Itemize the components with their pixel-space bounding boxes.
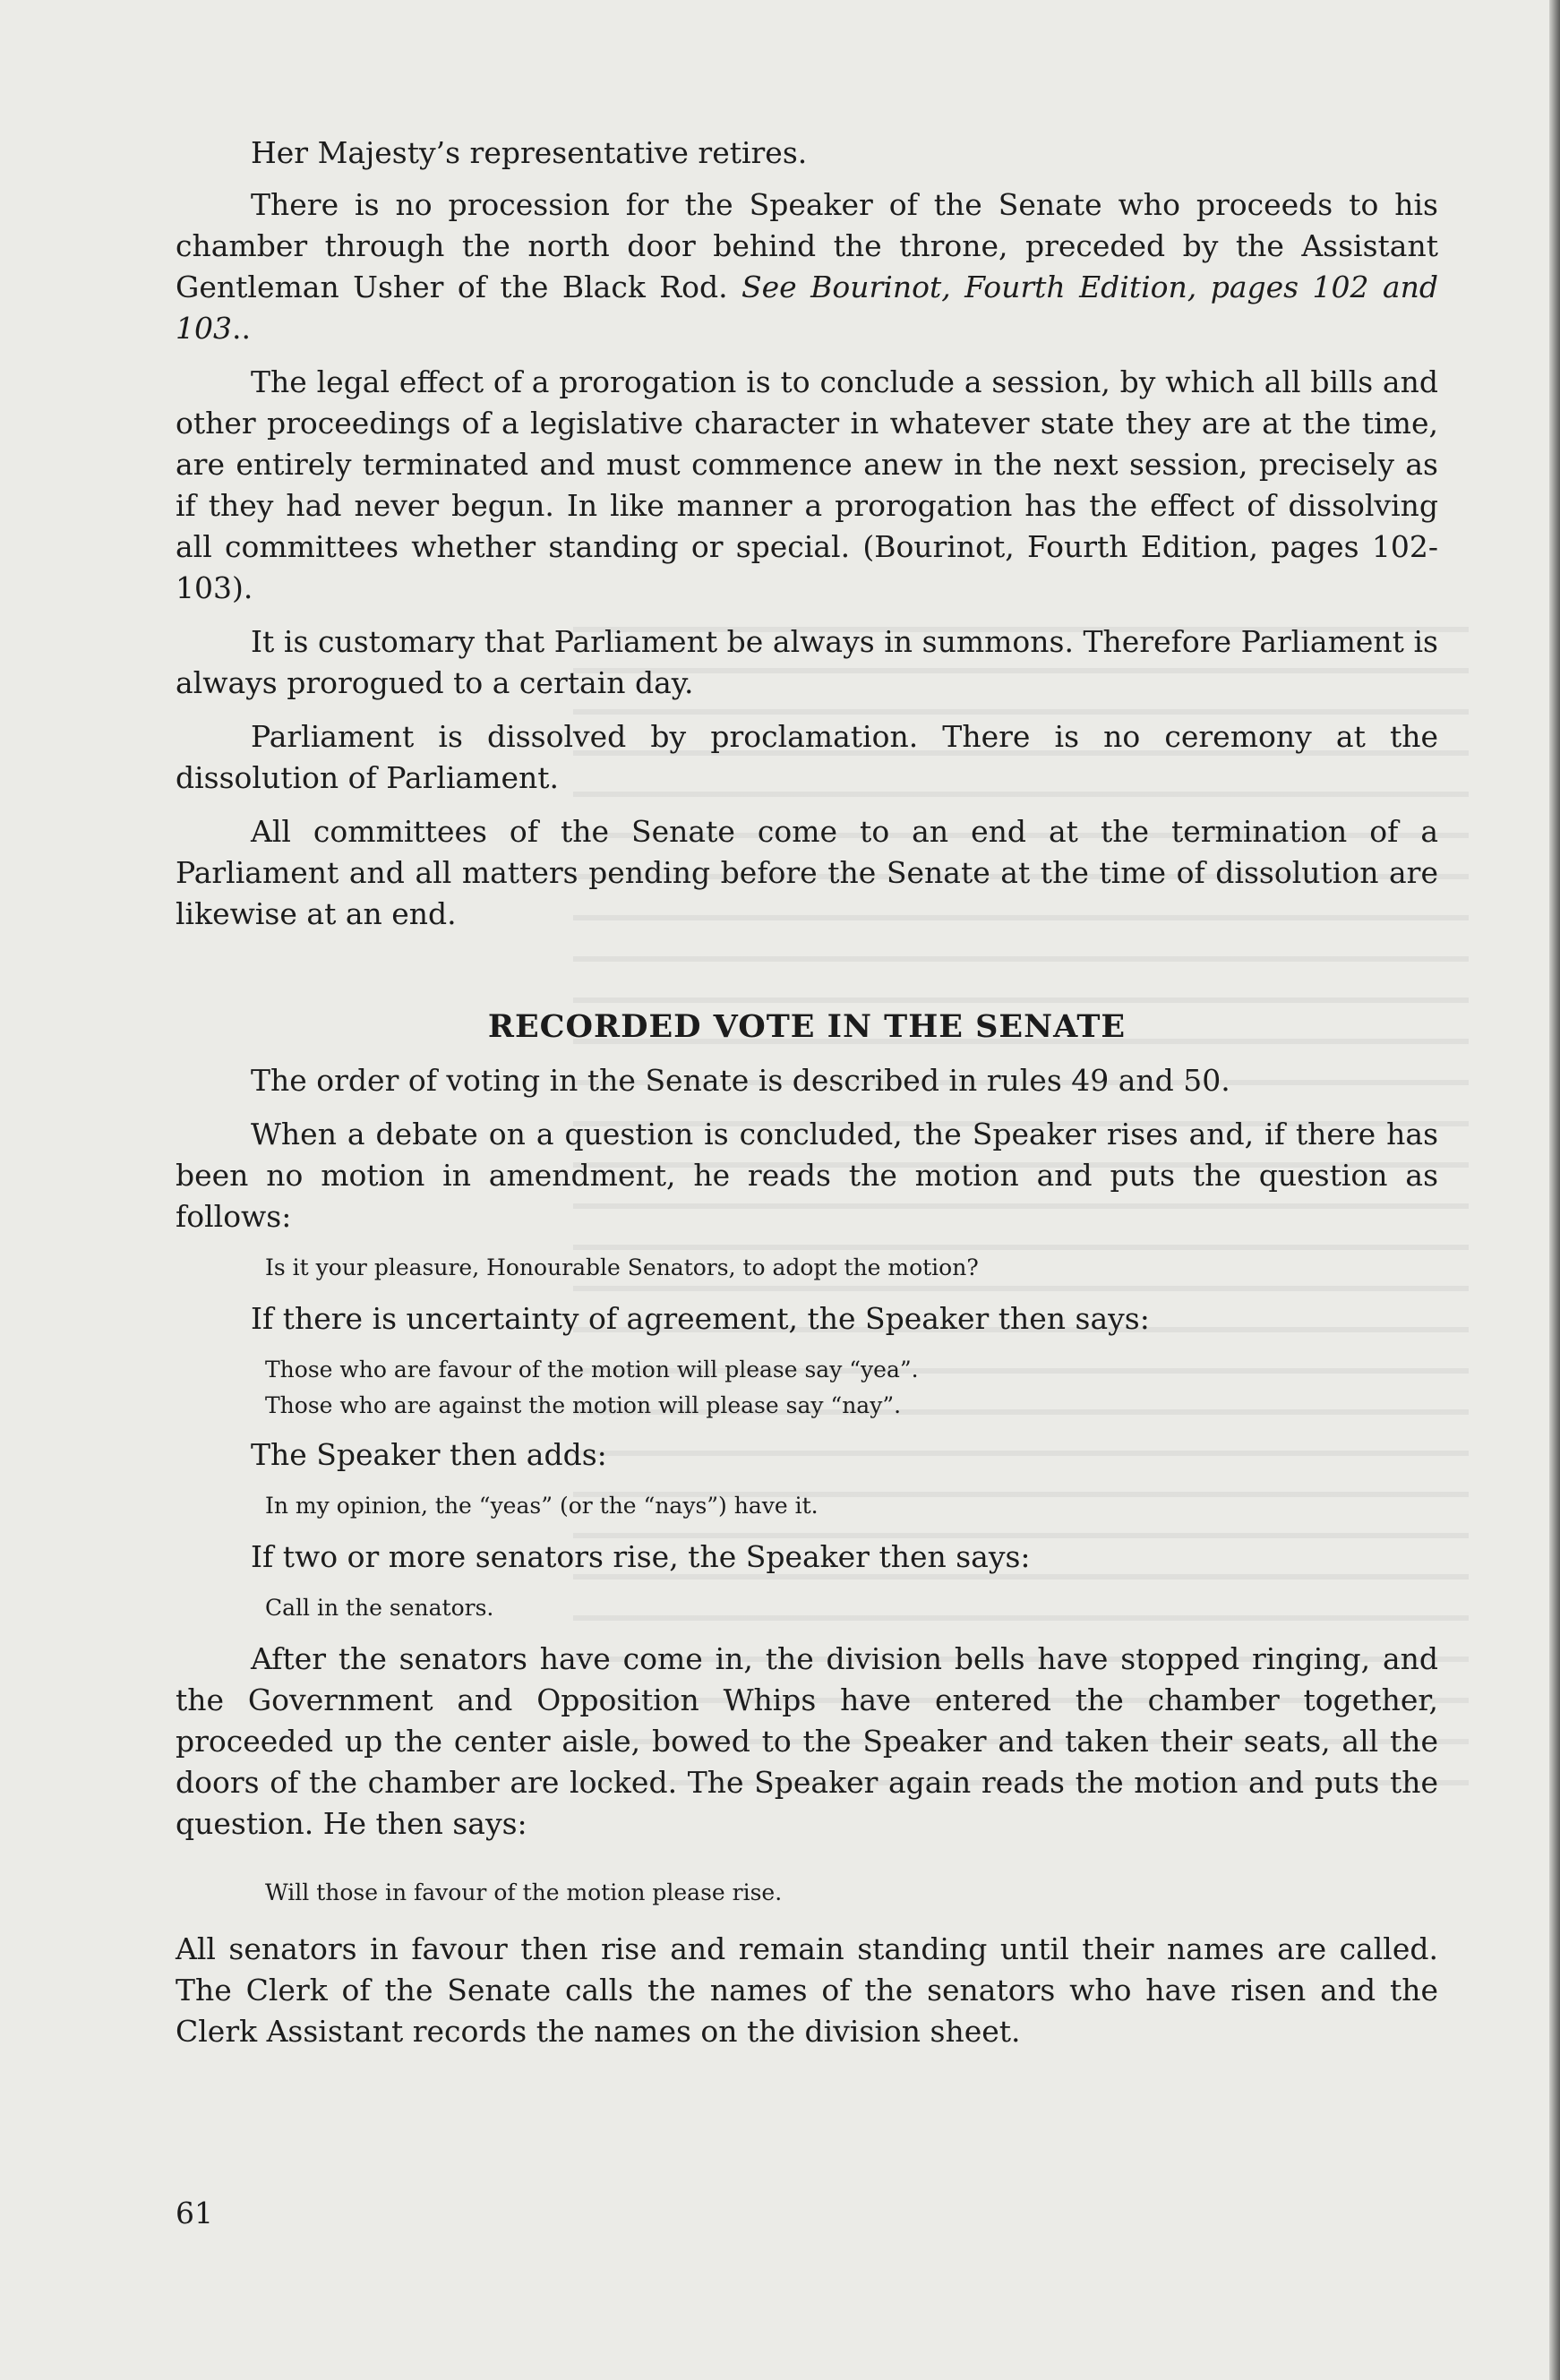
section-heading: RECORDED VOTE IN THE SENATE	[487, 1008, 1127, 1045]
paragraph-no-procession-text: There is no procession for the Speaker of the Senate who proceeds to his chamber through the north door behind the throne, preceded by the Assistant Gentleman Usher of the Black Rod.	[176, 187, 1438, 304]
bourinot-reference: See Bourinot, Fourth Edition, pages 102 and 103	[176, 270, 1438, 346]
quote-call-senators: Call in the senators.	[265, 1595, 494, 1621]
paragraph-division-bells: After the senators have come in, the division bells have stopped ringing, and the Government and Opposition Whips have entered the chamber together, proceeded up the center aisle, bowed to the Speaker and taken their seats, all the doors of the chamber are locked. The Speaker again reads the motion and puts the question. He then says:	[176, 1641, 1438, 1841]
quote-yea: Those who are favour of the motion will please say “yea”.	[265, 1357, 919, 1383]
page-edge-shadow	[1549, 0, 1560, 2380]
quote-nay: Those who are against the motion will please say “nay”.	[265, 1392, 902, 1418]
paragraph-committees: All committees of the Senate come to an end at the termination of a Parliament and all matters pending before the Senate at the time of dissolution are likewise at an end.	[176, 814, 1438, 931]
paragraph-order-of-voting: The order of voting in the Senate is described in rules 49 and 50.	[251, 1063, 1230, 1098]
paragraph-summons: It is customary that Parliament be always in summons. Therefore Parliament is always prorogued to a certain day.	[176, 624, 1438, 700]
paragraph-names-called: All senators in favour then rise and remain standing until their names are called. The Clerk of the Senate calls the names of the senators who have risen and the Clerk Assistant records the names on the division sheet.	[176, 1931, 1438, 2049]
paragraph-uncertainty: If there is uncertainty of agreement, the Speaker then says:	[251, 1301, 1150, 1336]
quote-yeas-nays	[265, 1352, 1438, 1424]
paragraph-prorogation-effect: The legal effect of a prorogation is to conclude a session, by which all bills and other proceedings of a legislative character in whatever state they are at the time, are entirely terminated and must commence anew in the next session, precisely as if they had never begun. In like manner a prorogation has the effect of dissolving all committees whether standing or special. (Bourinot, Fourth Edition, pages 102-103).	[176, 364, 1438, 605]
quote-favour-rise: Will those in favour of the motion please rise.	[265, 1879, 783, 1905]
paragraph-majesty-retires: Her Majesty’s representative retires.	[251, 135, 808, 170]
paragraph-dissolution: Parliament is dissolved by proclamation. There is no ceremony at the dissolution of Parliament.	[176, 719, 1438, 795]
page-body	[176, 133, 1438, 2065]
paragraph-senators-rise: If two or more senators rise, the Speaker then says:	[251, 1539, 1031, 1574]
paragraph-no-procession	[176, 184, 1438, 349]
quote-opinion: In my opinion, the “yeas” (or the “nays”) have it.	[265, 1493, 819, 1519]
paragraph-debate-concluded: When a debate on a question is concluded, the Speaker rises and, if there has been no motion in amendment, he reads the motion and puts the question as follows:	[176, 1117, 1438, 1234]
paragraph-speaker-adds: The Speaker then adds:	[251, 1437, 607, 1472]
page-number: 61	[176, 2196, 213, 2230]
reference-punctuation: ..	[232, 311, 251, 346]
quote-adopt-motion: Is it your pleasure, Honourable Senators, to adopt the motion?	[265, 1254, 979, 1280]
